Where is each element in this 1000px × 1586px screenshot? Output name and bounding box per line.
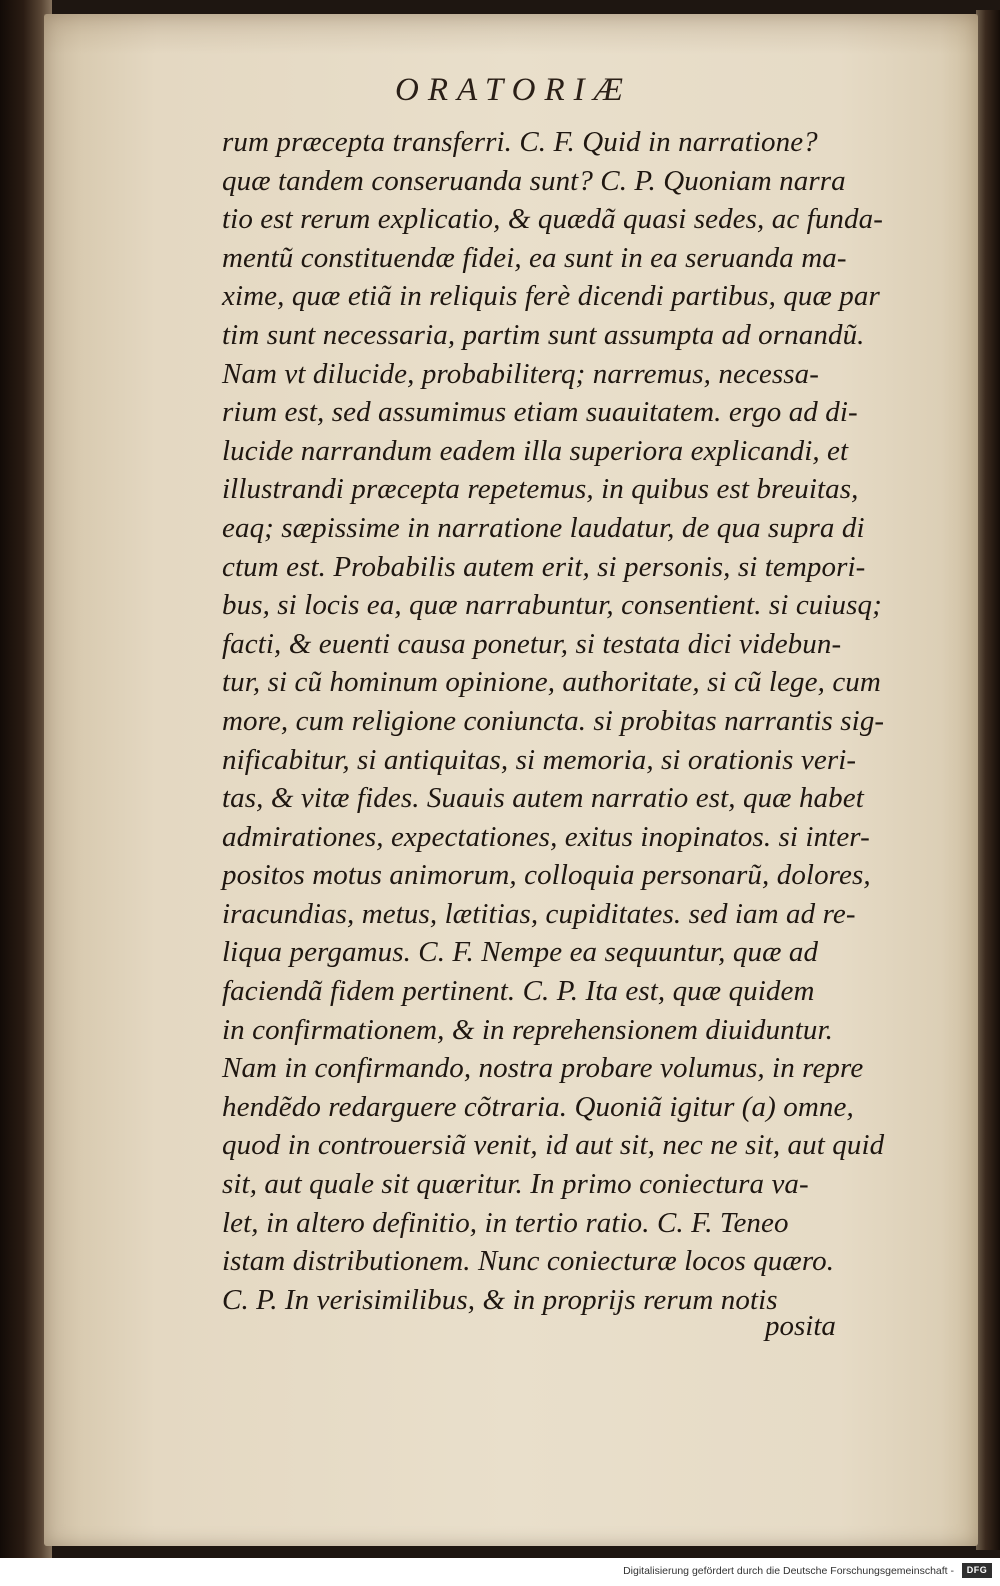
text-line: tas, & vitæ fides. Suauis autem narratio est, quæ habet xyxy=(222,782,864,815)
text-line: in confirmationem, & in reprehensionem diuiduntur. xyxy=(222,1013,833,1046)
book-fore-edge xyxy=(976,10,1000,1550)
text-line: hendẽdo redarguere cõtraria. Quoniã igitur (a) omne, xyxy=(222,1090,854,1123)
text-line: rium est, sed assumimus etiam suauitatem. ergo ad di- xyxy=(222,396,858,429)
text-line: xime, quæ etiã in reliquis ferè dicendi partibus, quæ par xyxy=(222,280,880,313)
dfg-logo: DFG xyxy=(962,1563,992,1578)
catchword: posita xyxy=(765,1310,836,1342)
text-line: tio est rerum explicatio, & quædã quasi sedes, ac funda- xyxy=(222,203,883,236)
text-line: quæ tandem conseruanda sunt? C. P. Quoniam narra xyxy=(222,164,846,197)
text-line: more, cum religione coniuncta. si probitas narrantis sig- xyxy=(222,704,885,737)
text-line: facti, & euenti causa ponetur, si testata dici videbun- xyxy=(222,627,842,660)
text-line: lucide narrandum eadem illa superiora explicandi, et xyxy=(222,434,849,467)
text-line: nificabitur, si antiquitas, si memoria, si orationis veri- xyxy=(222,743,857,776)
page-shading xyxy=(44,14,978,54)
text-line: sit, aut quale sit quæritur. In primo coniectura va- xyxy=(222,1168,809,1201)
text-line: illustrandi præcepta repetemus, in quibus est breuitas, xyxy=(222,473,859,506)
text-line: ctum est. Probabilis autem erit, si personis, si tempori- xyxy=(222,550,866,583)
text-line: bus, si locis ea, quæ narrabuntur, consentient. si cuiusq; xyxy=(222,589,882,622)
text-line: admirationes, expectationes, exitus inopinatos. si inter- xyxy=(222,820,870,853)
text-line: istam distributionem. Nunc coniecturæ locos quæro. xyxy=(222,1245,835,1278)
text-line: mentũ constituendæ fidei, ea sunt in ea seruanda ma- xyxy=(222,241,847,274)
funding-credit: Digitalisierung gefördert durch die Deutsche Forschungsgemeinschaft - xyxy=(623,1565,954,1577)
text-line: Nam in confirmando, nostra probare volumus, in repre xyxy=(222,1052,864,1085)
text-line: let, in altero definitio, in tertio ratio. C. F. Teneo xyxy=(222,1206,789,1239)
text-line: liqua pergamus. C. F. Nempe ea sequuntur, quæ ad xyxy=(222,936,819,969)
body-text xyxy=(222,123,922,1319)
text-line: Nam vt dilucide, probabiliterq; narremus, necessa- xyxy=(222,357,819,390)
text-line: rum præcepta transferri. C. F. Quid in narratione? xyxy=(222,126,818,158)
text-line: iracundias, metus, lætitias, cupiditates. sed iam ad re- xyxy=(222,897,856,930)
text-line: eaq; sæpissime in narratione laudatur, de qua supra di xyxy=(222,511,865,544)
text-line: C. P. In verisimilibus, & in proprijs rerum notis xyxy=(222,1283,778,1316)
text-line: tim sunt necessaria, partim sunt assumpta ad ornandũ. xyxy=(222,318,865,351)
running-header: ORATORIÆ xyxy=(395,72,632,108)
text-line: tur, si cũ hominum opinione, authoritate, si cũ lege, cum xyxy=(222,666,881,699)
text-line: positos motus animorum, colloquia personarũ, dolores, xyxy=(222,859,871,892)
text-line: quod in controuersiã venit, id aut sit, nec ne sit, aut quid xyxy=(222,1129,885,1162)
text-line: faciendã fidem pertinent. C. P. Ita est, quæ quidem xyxy=(222,975,815,1008)
digitization-footer xyxy=(0,1558,1000,1586)
